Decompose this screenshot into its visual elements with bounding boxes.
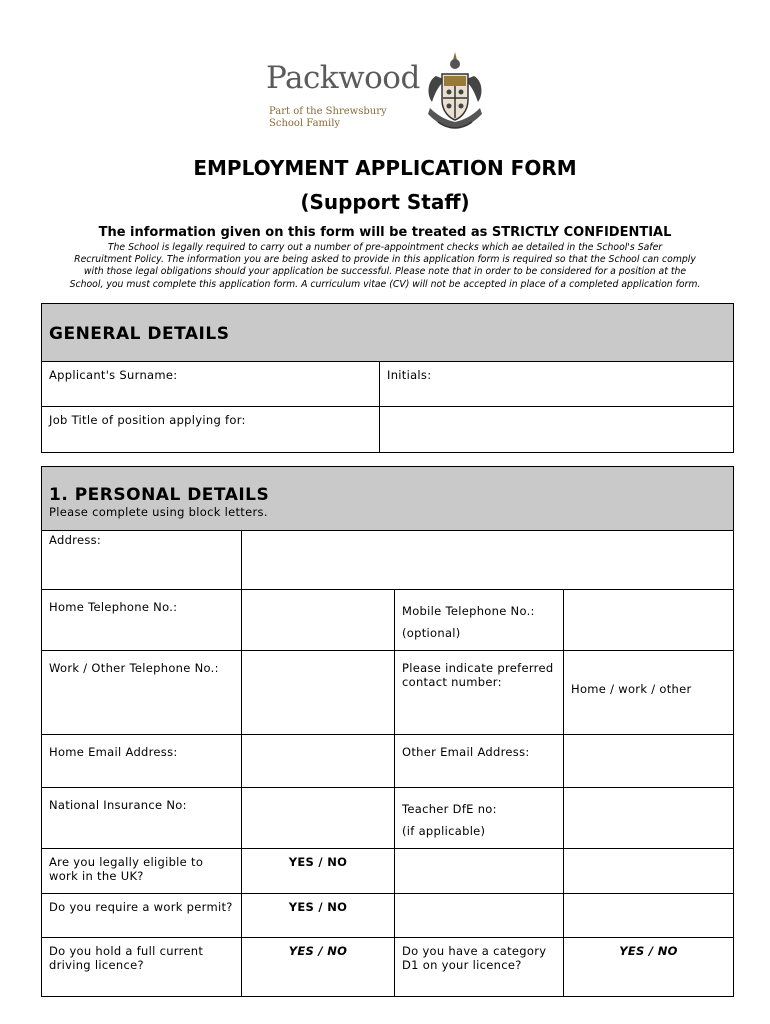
address-field[interactable]	[242, 531, 734, 590]
preferred-contact-options: Home / work / other	[571, 682, 692, 696]
other-email-label: Other Email Address:	[402, 745, 530, 759]
empty-cell	[395, 894, 564, 938]
work-tel-label-cell	[42, 651, 242, 735]
permit-label-cell	[42, 894, 242, 938]
general-details-table	[41, 303, 734, 453]
mobile-note: (optional)	[402, 626, 461, 640]
work-tel-field[interactable]	[242, 651, 395, 735]
school-logo	[266, 50, 486, 136]
licence-label-cell	[42, 938, 242, 997]
dfe-label: Teacher DfE no:	[402, 802, 497, 816]
surname-label: Applicant's Surname:	[49, 368, 178, 382]
dfe-label-cell	[395, 788, 564, 849]
mobile-label-cell	[395, 590, 564, 651]
logo-subtitle-line2: School Family	[269, 118, 341, 129]
personal-details-heading: 1. PERSONAL DETAILS	[49, 485, 270, 505]
page-title: EMPLOYMENT APPLICATION FORM	[193, 156, 577, 180]
initials-field[interactable]	[380, 362, 734, 407]
personal-details-table	[41, 466, 734, 997]
home-tel-label: Home Telephone No.:	[49, 600, 178, 614]
eligible-label-cell	[42, 849, 242, 894]
other-email-field[interactable]	[564, 735, 734, 788]
address-label: Address:	[49, 533, 102, 547]
general-details-heading: GENERAL DETAILS	[49, 323, 230, 344]
ni-label-cell	[42, 788, 242, 849]
dfe-note: (if applicable)	[402, 824, 486, 838]
logo-subtitle-line1: Part of the Shrewsbury	[269, 106, 387, 117]
eligible-yes-no[interactable]: YES / NO	[242, 849, 395, 894]
empty-cell	[564, 894, 734, 938]
confidential-notice: The information given on this form will be treated as STRICTLY CONFIDENTIAL	[98, 225, 672, 240]
eligible-label: Are you legally eligible to work in the UK?	[49, 855, 204, 883]
address-label-cell	[42, 531, 242, 590]
ni-label: National Insurance No:	[49, 798, 187, 812]
preferred-label-cell	[395, 651, 564, 735]
personal-details-note: Please complete using block letters.	[49, 505, 268, 519]
page-subtitle: (Support Staff)	[300, 190, 470, 214]
licence-label: Do you hold a full current driving licence?	[49, 944, 204, 972]
intro-line: School, you must complete this application form. A curriculum vitae (CV) will not be accepted in place of a completed application form.	[69, 278, 701, 290]
personal-details-header	[42, 467, 734, 531]
intro-line: with those legal obligations should your application be successful. Please note that in order to be considered for a position at the	[83, 266, 687, 278]
home-email-label-cell	[42, 735, 242, 788]
home-tel-label-cell	[42, 590, 242, 651]
surname-field[interactable]	[42, 362, 380, 407]
preferred-contact-label: Please indicate preferred contact number:	[402, 661, 554, 689]
ni-field[interactable]	[242, 788, 395, 849]
d1-label: Do you have a category D1 on your licence?	[402, 944, 547, 972]
d1-label-cell	[395, 938, 564, 997]
home-tel-field[interactable]	[242, 590, 395, 651]
mobile-field[interactable]	[564, 590, 734, 651]
home-email-label: Home Email Address:	[49, 745, 178, 759]
d1-yes-no[interactable]: YES / NO	[564, 938, 734, 997]
intro-line: Recruitment Policy. The information you are being asked to provide in this application form is required so that the School can comply	[74, 254, 696, 266]
job-title-field[interactable]	[380, 407, 734, 453]
initials-label: Initials:	[387, 368, 432, 382]
work-tel-label: Work / Other Telephone No.:	[49, 661, 219, 675]
empty-cell	[395, 849, 564, 894]
other-email-label-cell	[395, 735, 564, 788]
job-title-label: Job Title of position applying for:	[49, 413, 246, 427]
preferred-contact-field[interactable]	[564, 651, 734, 735]
permit-label: Do you require a work permit?	[49, 900, 233, 914]
home-email-field[interactable]	[242, 735, 395, 788]
logo-subtitle	[269, 106, 387, 130]
dfe-field[interactable]	[564, 788, 734, 849]
intro-line: The School is legally required to carry out a number of pre-appointment checks which ae detailed in the School's Safer	[107, 242, 663, 253]
job-title-label-cell	[42, 407, 380, 453]
intro-text	[14, 242, 756, 291]
permit-yes-no[interactable]: YES / NO	[242, 894, 395, 938]
general-details-header	[42, 304, 734, 362]
school-crest-icon	[424, 50, 486, 134]
empty-cell	[564, 849, 734, 894]
logo-name: Packwood	[266, 60, 420, 96]
mobile-label: Mobile Telephone No.:	[402, 604, 535, 618]
licence-yes-no[interactable]: YES / NO	[242, 938, 395, 997]
